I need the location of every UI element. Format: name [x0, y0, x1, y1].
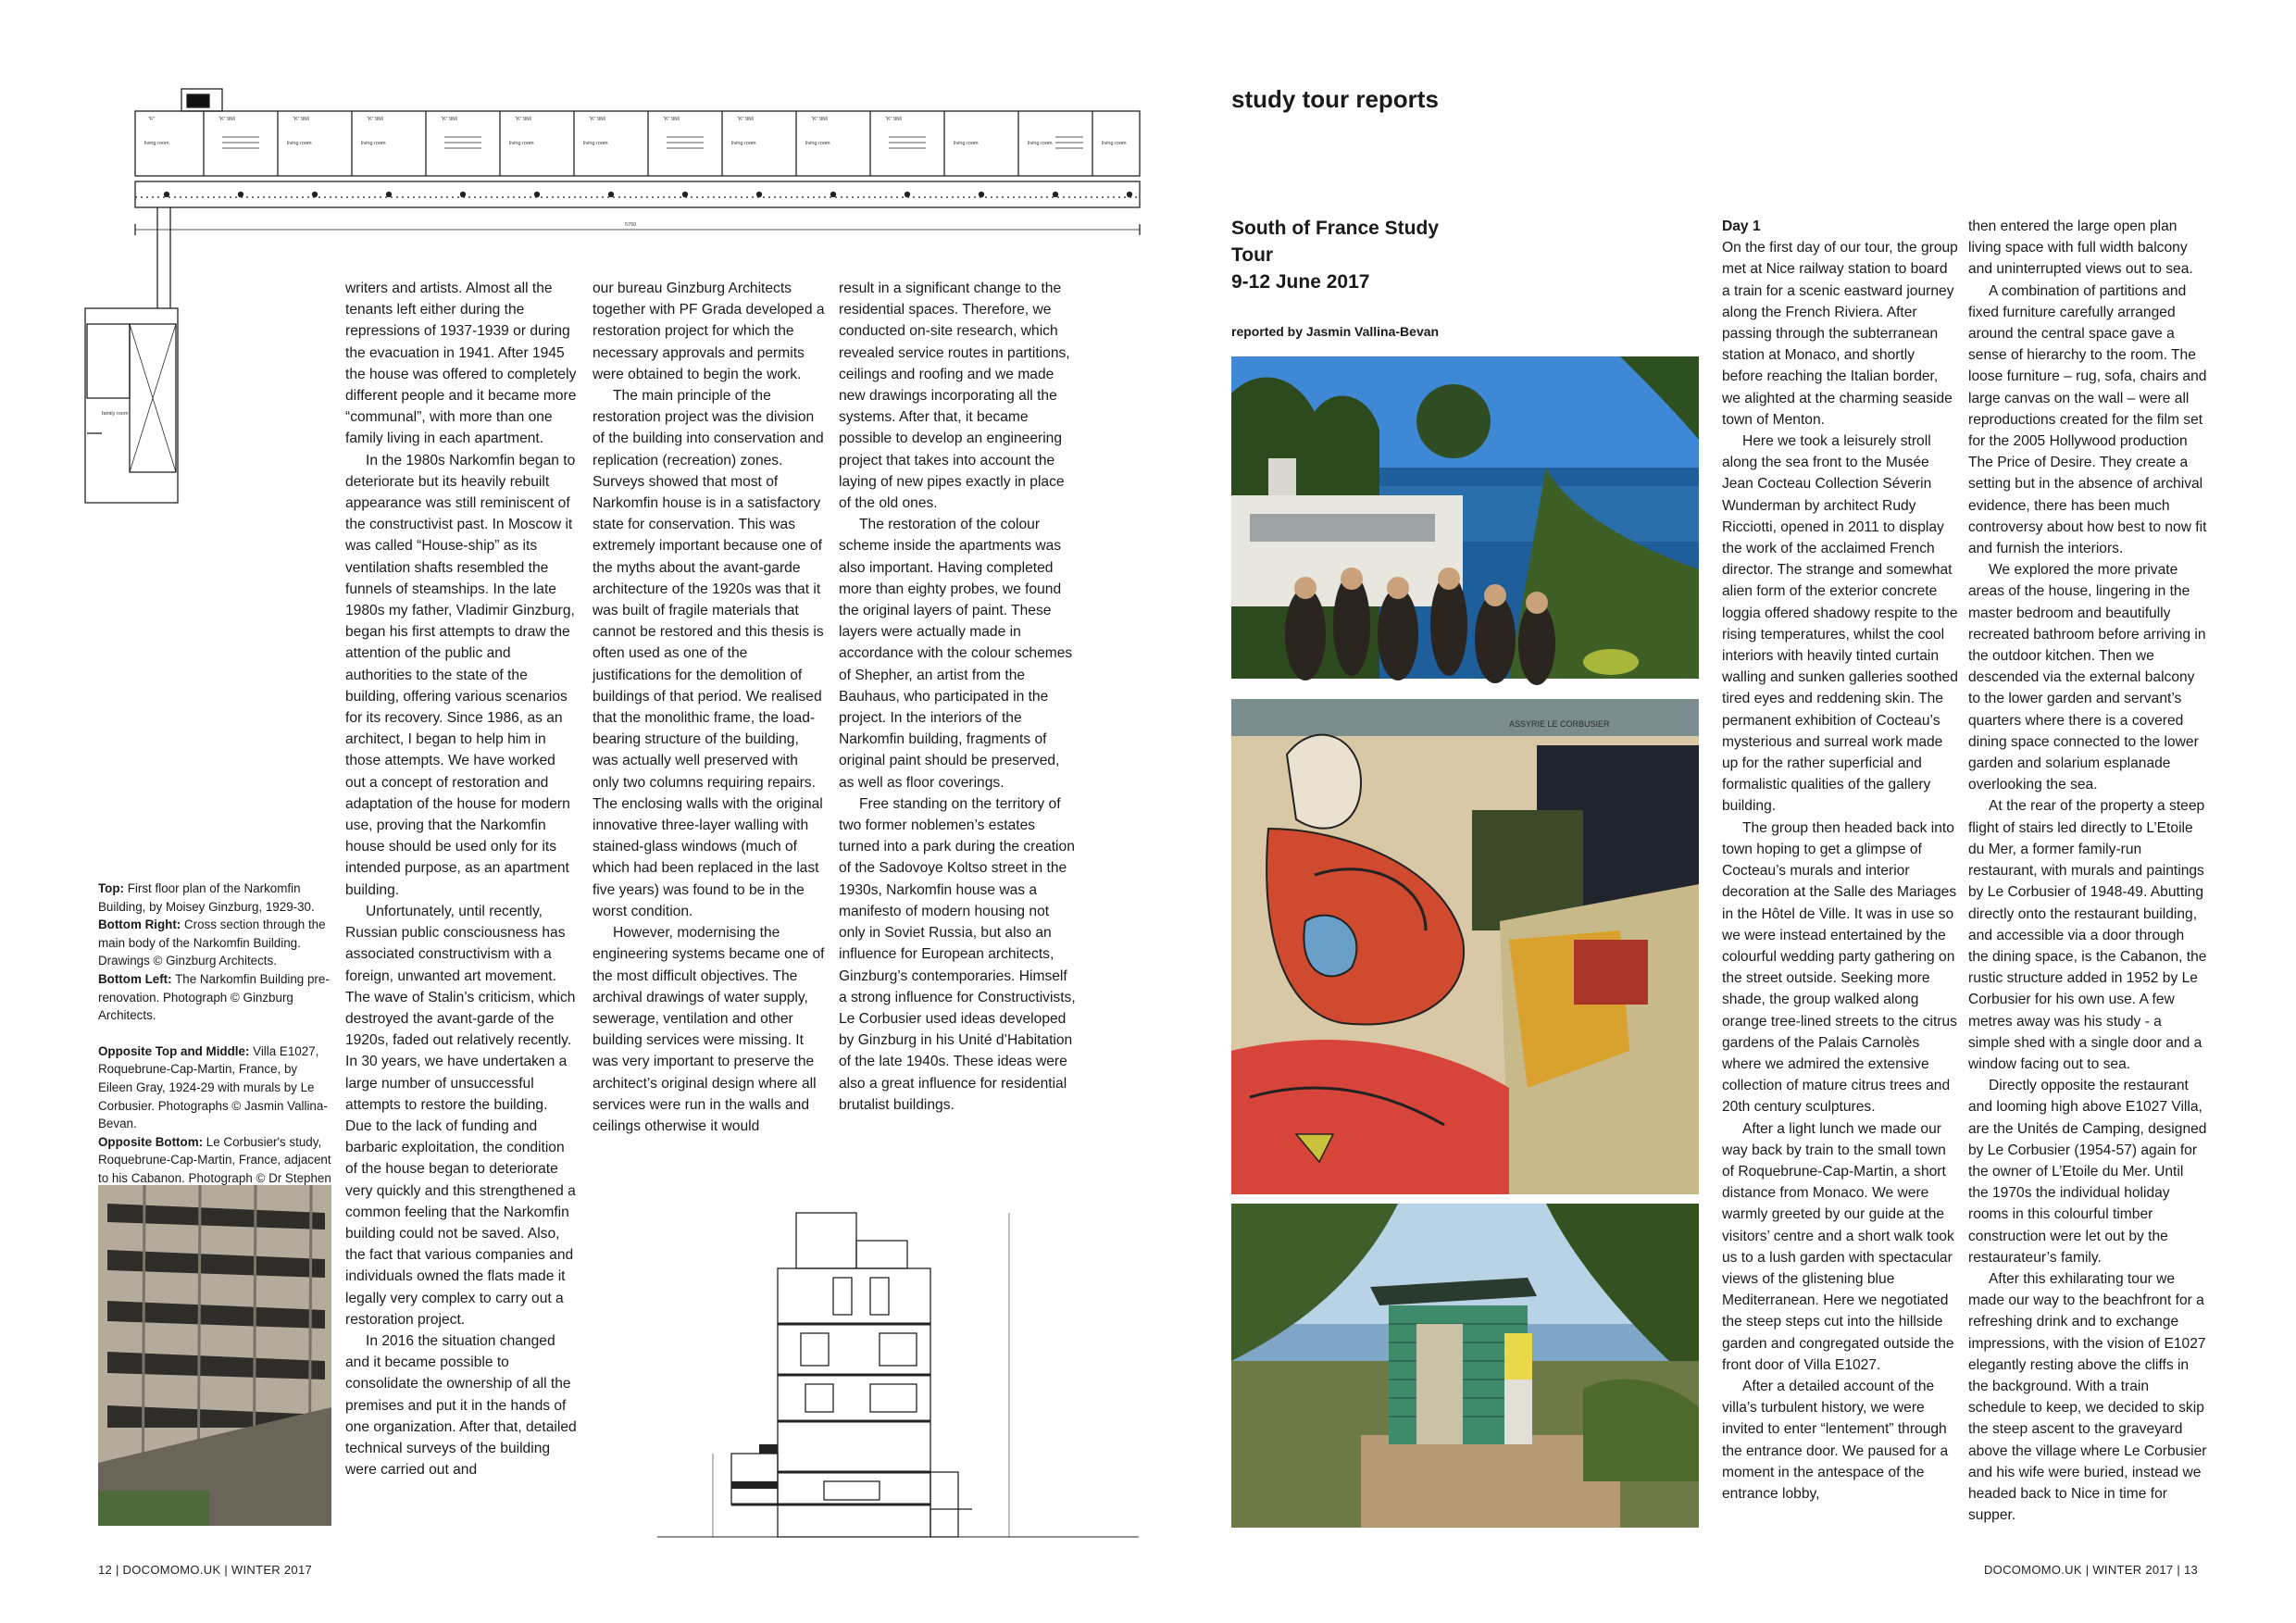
article-title — [1231, 215, 1463, 295]
plan-room-label: living room — [583, 141, 608, 146]
caption-paragraph — [98, 880, 331, 1025]
plan-room-label: family room — [102, 411, 129, 417]
villa-photo-svg — [1231, 356, 1699, 679]
caption-text: The Narkomfin Building pre-renovation. Photograph © Ginzburg Architects. — [98, 971, 330, 1023]
left-text-column-2 — [593, 278, 828, 1137]
plan-room-label: living room — [361, 141, 386, 146]
plan-room-label: living room — [509, 141, 534, 146]
left-text-column-1 — [345, 278, 577, 1480]
body-paragraph: Directly opposite the restaurant and looming high above E1027 Villa, are the Unités de Camping, designed by Le Corbusier (1954-57) again for the owner of L’Etoile du Mer. Until the 1970s the individual holiday rooms in this colourful timber construction were let out by the restaurateur’s family. — [1968, 1078, 2207, 1266]
cross-section-drawing — [639, 1176, 1157, 1546]
plan-unit-label: "K" 966 — [737, 117, 755, 122]
plan-unit-label: "F" — [148, 117, 156, 122]
mural-photo-svg — [1231, 699, 1699, 1194]
le-corbusier-study-photo — [1231, 1204, 1699, 1528]
body-paragraph: The restoration of the colour scheme inside the apartments was also important. Having completed more than eighty probes, we found the original layers of paint. These layers were actually made in accordance with the colour schemes of Shepher, an artist from the Bauhaus, who participated in the project. In the interiors of the Narkomfin building, fragments of original paint should be preserved, as well as floor coverings. — [839, 517, 1073, 791]
section-title: study tour reports — [1231, 85, 1439, 113]
narkomfin-photo — [98, 1185, 331, 1526]
narkomfin-photo-svg — [98, 1185, 331, 1526]
article-title-line: Tour — [1231, 244, 1274, 266]
caption-text: First floor plan of the Narkomfin Building, by Moisey Ginzburg, 1929-30. — [98, 881, 315, 914]
villa-e1027-photo — [1231, 356, 1699, 679]
right-text-column-2 — [1968, 216, 2207, 1526]
body-paragraph: We explored the more private areas of the house, lingering in the master bedroom and beautifully recreated bathroom before arriving in the outdoor kitchen. Then we descended via the external balcony to the lower garden and servant’s quarters where there is a covered dining space connected to the lower garden and solarium esplanade overlooking the sea. — [1968, 562, 2206, 793]
caption-text: Villa E1027, Roquebrune-Cap-Martin, France, by Eileen Gray, 1924-29 with murals by Le Corbusier. Photographs © Jasmin Vallina-Bevan. — [98, 1043, 328, 1131]
plan-unit-label: "K" 966 — [663, 117, 680, 122]
body-paragraph: Here we took a leisurely stroll along the sea front to the Musée Jean Cocteau Collection Séverin Wunderman by architect Rudy Ricciotti, opened in 2011 to display the work of the acclaimed French director. The strange and somewhat alien form of the exterior concrete loggia offered shadowy respite to the rising temperatures, whilst the cool interiors with heavily tinted curtain walling and sunken galleries soothed tired eyes and reddening skin. The permanent exhibition of Cocteau’s mysterious and surreal work made up for the rather superficial and formalistic qualities of the gallery building. — [1722, 433, 1958, 815]
caption-text: Le Corbusier's study, Roquebrune-Cap-Martin, France, adjacent to his Cabanon. Photograph © Dr Stephen — [98, 1134, 331, 1185]
plan-unit-label: "K" 966 — [885, 117, 903, 122]
body-paragraph: A combination of partitions and fixed furniture carefully arranged around the central space gave a sense of hierarchy to the room. The loose furniture – rug, sofa, chairs and large canvas on the wall – were all reproductions created for the film set for the 2005 Hollywood production The Price of Desire. They create a setting but in the absence of archival evidence, there has been much controversy about how best to now fit and furnish the interiors. — [1968, 282, 2207, 557]
caption-label: Bottom Right: — [98, 918, 181, 932]
left-page-footer: 12 | DOCOMOMO.UK | WINTER 2017 — [98, 1563, 313, 1577]
body-paragraph: The main principle of the restoration project was the division of the building into conservation and replication (recreation) zones. Surveys showed that most of Narkomfin house is in a satisfactory state for conservation. This was extremely important because one of the myths about the avant-garde architecture of the 1920s was that it was built of fragile materials that cannot be restored and this thesis is often used as one of the justifications for the demolition of buildings of that period. We realised that the monolithic frame, the load-bearing structure of the building, was actually well preserved with only two columns requiring repairs. The enclosing walls with the original innovative three-layer walling with stained-glass windows (much of which had been replaced in the last five years) was found to be in the worst condition. — [593, 388, 824, 919]
body-paragraph: After a detailed account of the villa’s turbulent history, we were invited to enter “lentement” through the entrance door. We paused for a moment in the antespace of the entrance lobby, — [1722, 1378, 1949, 1502]
day-heading: Day 1 — [1722, 218, 1761, 234]
plan-unit-label: "K" 966 — [441, 117, 458, 122]
body-paragraph: writers and artists. Almost all the tenants left either during the repressions of 1937-1939 or during the evacuation in 1941. After 1945 the house was offered to completely different people and it became more “communal”, with more than one family living in each apartment. — [345, 281, 577, 447]
mural-inscription: ASSYRIE LE CORBUSIER — [1509, 719, 1610, 729]
plan-unit-label: "K" 966 — [293, 117, 310, 122]
plan-room-label: living room — [805, 141, 830, 146]
caption-block-top — [98, 880, 331, 1223]
plan-dimension-label: 5760 — [625, 222, 637, 228]
le-corbusier-mural-photo — [1231, 699, 1699, 1194]
body-paragraph: After a light lunch we made our way back by train to the small town of Roquebrune-Cap-Martin, a short distance from Monaco. We were warmly greeted by our guide at the visitors’ centre and a short walk took us to a lush garden with spectacular views of the glistening blue Mediterranean. Here we negotiated the steep steps cut into the hillside garden and congregated outside the front door of Villa E1027. — [1722, 1120, 1954, 1373]
plan-unit-label: "K" 966 — [589, 117, 606, 122]
study-photo-svg — [1231, 1204, 1699, 1528]
body-paragraph: In 2016 the situation changed and it became possible to consolidate the ownership of all the premises and put it in the hands of one organization. After that, detailed technical surveys of the building were carried out and — [345, 1332, 577, 1479]
body-paragraph: result in a significant change to the residential spaces. Therefore, we conducted on-site research, which revealed service routes in partitions, ceilings and roofing and we made new drawings incorporating all the systems. After that, it became possible to develop an engineering project that takes into account the laying of new pipes exactly in place of the old ones. — [839, 281, 1070, 512]
body-paragraph: In the 1980s Narkomfin began to deteriorate but its heavily rebuilt appearance was still reminiscent of the constructivist past. In Moscow it was called “House-ship” as its ventilation shafts resembled the funnels of steamships. In the late 1980s my father, Vladimir Ginzburg, began his first attempts to draw the attention of the public and authorities to the state of the building, offering various scenarios for its recovery. Since 1986, as an architect, I began to help him in those attempts. We have worked out a concept of restoration and adaptation of the house for modern use, proving that the Narkomfin house should be used only for its intended purpose, as an apartment building. — [345, 452, 576, 898]
body-paragraph: Free standing on the territory of two former noblemen’s estates turned into a park during the creation of the Sadovoye Koltso street in the 1930s, Narkomfin house was a manifesto of modern housing not only in Soviet Russia, but also an influence for European architects, Ginzburg’s contemporaries. Himself a strong influence for Constructivists, Le Corbusier used ideas developed by Ginzburg in his Unité d’Habitation of the late 1940s. These ideas were also a great influence for residential brutalist buildings. — [839, 795, 1076, 1113]
right-page-footer: DOCOMOMO.UK | WINTER 2017 | 13 — [1983, 1563, 2198, 1577]
plan-unit-label: "K" 966 — [218, 117, 236, 122]
plan-room-label: living room — [731, 141, 756, 146]
body-paragraph: However, modernising the engineering systems became one of the most difficult objectives. The archival drawings of water supply, sewerage, ventilation and other building services were missing. It was very important to preserve the architect’s original design where all services were run in the walls and ceilings otherwise it would — [593, 925, 825, 1134]
caption-label: Opposite Bottom: — [98, 1134, 204, 1149]
body-paragraph: On the first day of our tour, the group met at Nice railway station to board a train for a scenic eastward journey along the French Riviera. After passing through the subterranean station at Monaco, and shortly before reaching the Italian border, we alighted at the charming seaside town of Menton. — [1722, 240, 1958, 428]
plan-room-label: living room — [954, 141, 979, 146]
caption-text: Cross section through the main body of the Narkomfin Building. Drawings © Ginzburg Architects. — [98, 918, 326, 968]
plan-room-label: living room — [1028, 141, 1053, 146]
caption-label: Top: — [98, 881, 125, 895]
plan-unit-label: "K" 966 — [811, 117, 829, 122]
plan-unit-label: "K" 966 — [515, 117, 532, 122]
caption-label: Bottom Left: — [98, 971, 172, 986]
caption-paragraph — [98, 1042, 331, 1205]
body-paragraph: At the rear of the property a steep flight of stairs led directly to L’Etoile du Mer, a former family-run restaurant, with murals and paintings by Le Corbusier of 1948-49. Abutting directly onto the restaurant building, and accessible via a door through the dining space, is the Cabanon, the rustic structure added in 1952 by Le Corbusier for his own use. A few metres away was his study - a simple shed with a single door and a window facing out to sea. — [1968, 798, 2207, 1072]
plan-room-label: living room — [144, 141, 169, 146]
byline: reported by Jasmin Vallina-Bevan — [1231, 324, 1440, 339]
body-paragraph: Unfortunately, until recently, Russian public consciousness has associated constructivism with a foreign, unwanted art movement. The wave of Stalin’s criticism, which destroyed the avant-garde of the 1920s, faded out relatively recently. In 30 years, we have undertaken a large number of unsuccessful attempts to restore the building. Due to the lack of funding and barbaric exploitation, the condition of the house began to deteriorate very quickly and this strengthened a common feeling that the Narkomfin building could not be saved. Also, the fact that various companies and individuals owned the flats made it legally very complex to carry out a restoration project. — [345, 903, 576, 1328]
body-paragraph: our bureau Ginzburg Architects together with PF Grada developed a restoration project for which the necessary approvals and permits were obtained to begin the work. — [593, 281, 825, 382]
body-paragraph: After this exhilarating tour we made our way to the beachfront for a refreshing drink and to exchange impressions, with the vision of E1027 elegantly resting above the cliffs in the background. With a train schedule to keep, we decided to skip the steep ascent to the graveyard above the village where Le Corbusier and his wife were buried, instead we headed back to Nice in time for supper. — [1968, 1270, 2207, 1524]
article-title-line: 9-12 June 2017 — [1231, 271, 1370, 293]
cross-section-svg — [639, 1176, 1157, 1546]
plan-unit-label: "K" 966 — [367, 117, 384, 122]
right-text-column-1 — [1722, 216, 1959, 1504]
body-paragraph: then entered the large open plan living space with full width balcony and uninterrupted views out to sea. — [1968, 218, 2193, 278]
plan-room-label: living room — [287, 141, 312, 146]
body-paragraph: The group then headed back into town hoping to get a glimpse of Cocteau’s murals and interior decoration at the Salle des Mariages in the Hôtel de Ville. It was in use so we were instead entertained by the colourful wedding party gathering on the street outside. Seeking more shade, the group walked along orange tree-lined streets to the citrus gardens of the Palais Carnolès where we admired the extensive collection of mature citrus trees and 20th century sculptures. — [1722, 819, 1957, 1116]
caption-label: Opposite Top and Middle: — [98, 1043, 250, 1058]
article-title-line: South of France Study — [1231, 218, 1440, 239]
plan-room-label: living room — [1102, 141, 1127, 146]
left-text-column-3 — [839, 278, 1076, 1116]
